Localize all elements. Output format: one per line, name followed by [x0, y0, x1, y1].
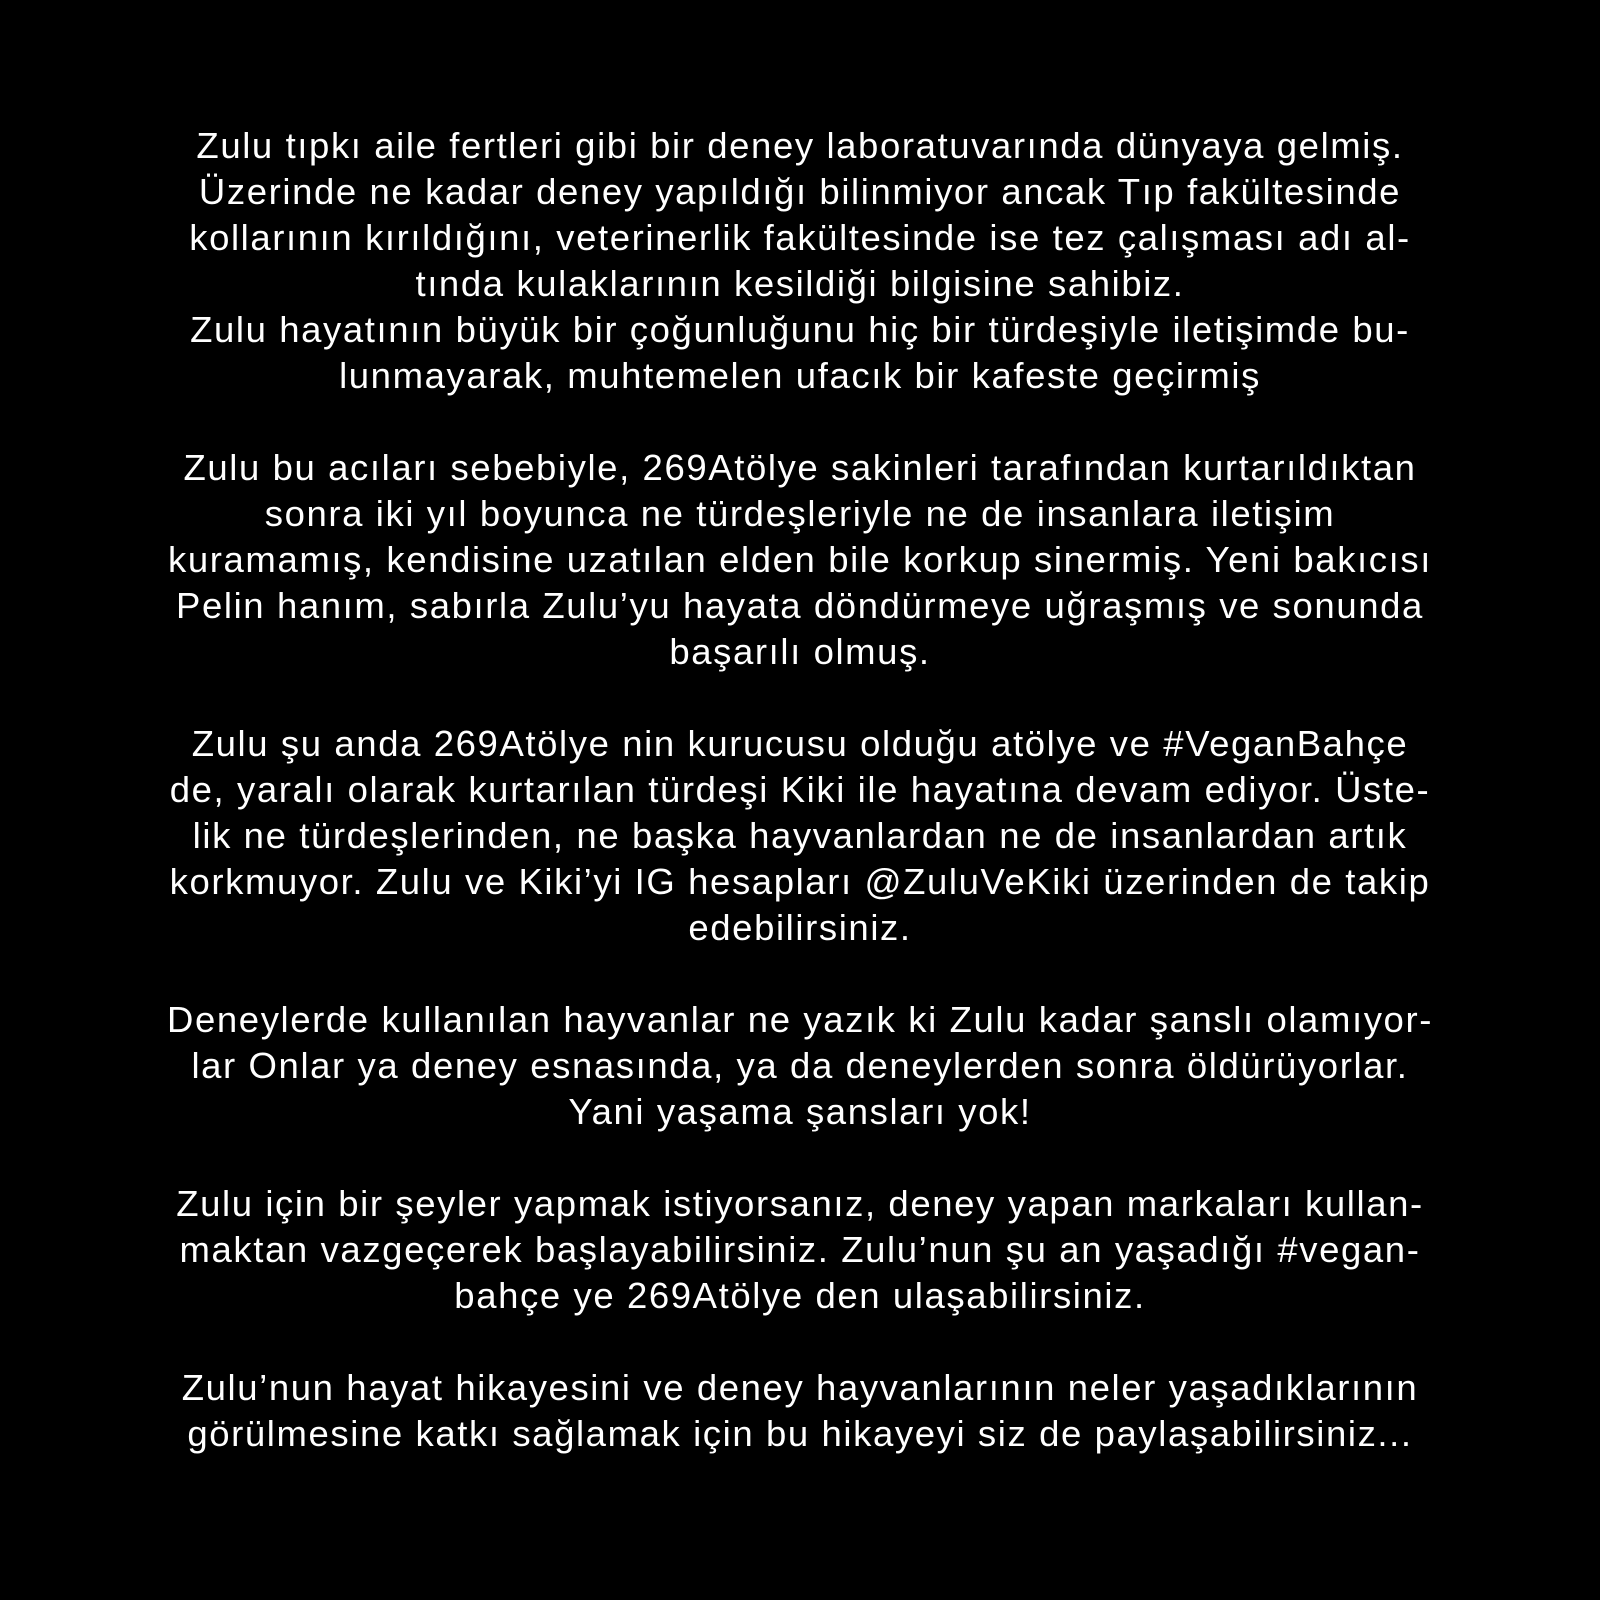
- text-line: Üzerinde ne kadar deney yapıldığı bilinmiyor ancak Tıp fakültesinde: [198, 171, 1402, 212]
- story-text-block: [0, 123, 1600, 1457]
- text-line: Yani yaşama şansları yok!: [568, 1091, 1032, 1132]
- text-line: Zulu hayatının büyük bir çoğunluğunu hiç bir türdeşiyle iletişimde bu-: [190, 309, 1410, 350]
- paragraph-share: [0, 1365, 1600, 1457]
- text-line: kollarının kırıldığını, veterinerlik fakültesinde ise tez çalışması adı al-: [189, 217, 1411, 258]
- text-line: Zulu tıpkı aile fertleri gibi bir deney laboratuvarında dünyaya gelmiş.: [196, 125, 1404, 166]
- text-line: lar Onlar ya deney esnasında, ya da deneylerden sonra öldürüyorlar.: [191, 1045, 1409, 1086]
- text-line: lik ne türdeşlerinden, ne başka hayvanlardan ne de insanlardan artık: [192, 815, 1408, 856]
- paragraph-lab-origin: [0, 123, 1600, 399]
- text-line: maktan vazgeçerek başlayabilirsiniz. Zulu’nun şu an yaşadığı #vegan-: [179, 1229, 1421, 1270]
- paragraph-other-animals: [0, 997, 1600, 1135]
- text-line: Zulu bu acıları sebebiyle, 269Atölye sakinleri tarafından kurtarıldıktan: [183, 447, 1417, 488]
- text-line: lunmayarak, muhtemelen ufacık bir kafeste geçirmiş: [339, 355, 1261, 396]
- text-line: edebilirsiniz.: [688, 907, 912, 948]
- text-line: korkmuyor. Zulu ve Kiki’yi IG hesapları @ZuluVeKiki üzerinden de takip: [169, 861, 1431, 902]
- text-line: başarılı olmuş.: [669, 631, 931, 672]
- text-line: tında kulaklarının kesildiği bilgisine sahibiz.: [415, 263, 1185, 304]
- text-line: Zulu için bir şeyler yapmak istiyorsanız, deney yapan markaları kullan-: [176, 1183, 1424, 1224]
- text-line: Zulu şu anda 269Atölye nin kurucusu olduğu atölye ve #VeganBahçe: [191, 723, 1409, 764]
- text-line: de, yaralı olarak kurtarılan türdeşi Kiki ile hayatına devam ediyor. Üste-: [169, 769, 1431, 810]
- paragraph-current-life: [0, 721, 1600, 951]
- text-line: görülmesine katkı sağlamak için bu hikayeyi siz de paylaşabilirsiniz...: [187, 1413, 1413, 1454]
- text-line: sonra iki yıl boyunca ne türdeşleriyle ne de insanlara iletişim: [264, 493, 1336, 534]
- text-line: Deneylerde kullanılan hayvanlar ne yazık ki Zulu kadar şanslı olamıyor-: [167, 999, 1433, 1040]
- text-line: kuramamış, kendisine uzatılan elden bile korkup sinermiş. Yeni bakıcısı: [168, 539, 1432, 580]
- paragraph-call-to-action: [0, 1181, 1600, 1319]
- text-line: Zulu’nun hayat hikayesini ve deney hayvanlarının neler yaşadıklarının: [181, 1367, 1419, 1408]
- paragraph-rescue: [0, 445, 1600, 675]
- text-line: Pelin hanım, sabırla Zulu’yu hayata döndürmeye uğraşmış ve sonunda: [176, 585, 1424, 626]
- text-line: bahçe ye 269Atölye den ulaşabilirsiniz.: [454, 1275, 1146, 1316]
